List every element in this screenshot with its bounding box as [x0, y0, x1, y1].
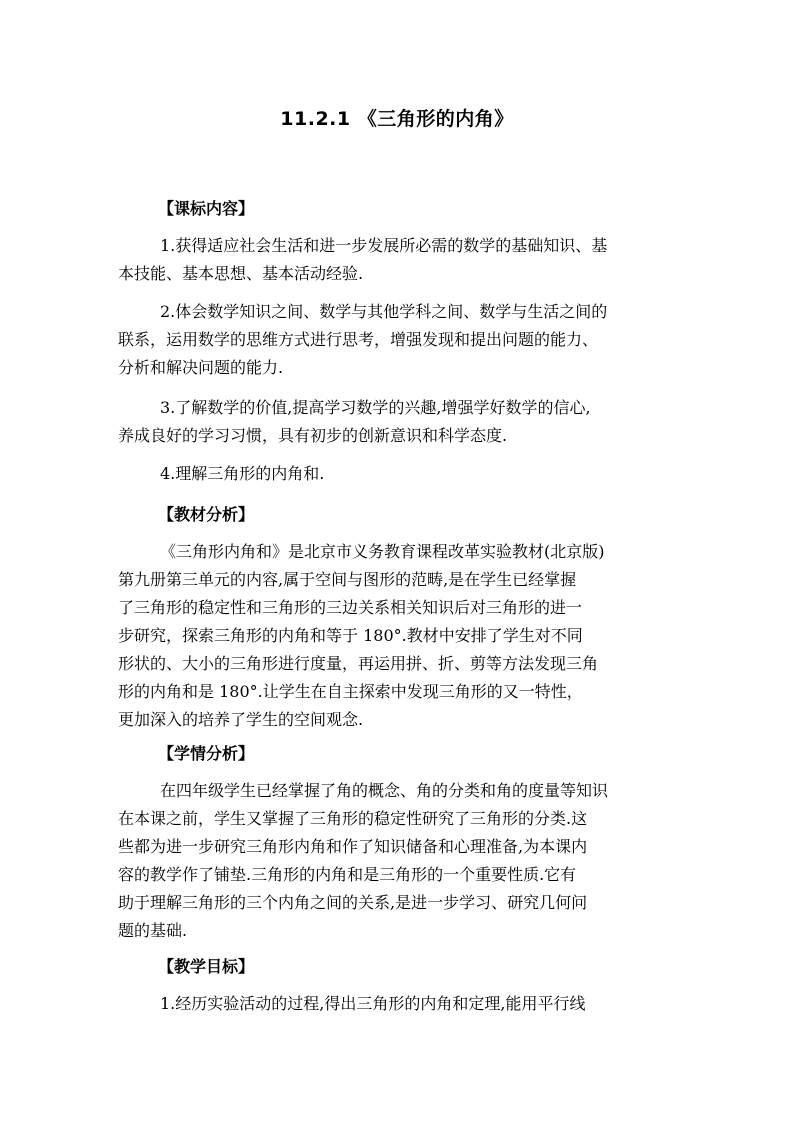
text-line: 1.经历实验活动的过程,得出三角形的内角和定理,能用平行线	[160, 994, 586, 1013]
text-line: 更加深入的培养了学生的空间观念.	[118, 710, 364, 729]
text-line: 题的基础.	[118, 921, 188, 940]
paragraph	[118, 298, 682, 382]
text-line: 联系，运用数学的思维方式进行思考，增强发现和提出问题的能力、	[118, 330, 599, 349]
paragraph	[118, 538, 682, 734]
paragraph	[118, 394, 682, 450]
text-line: 步研究，探索三角形的内角和等于 180°.教材中安排了学生对不同	[118, 626, 583, 645]
text-line: 形状的、大小的三角形进行度量，再运用拼、折、剪等方法发现三角	[118, 654, 599, 673]
text-line: 些都为进一步研究三角形内角和作了知识储备和心理准备,为本课内	[118, 837, 588, 856]
paragraph	[118, 990, 682, 1018]
page-title: 11.2.1 《三角形的内角》	[280, 108, 514, 130]
text-line: 在本课之前，学生又掌握了三角形的稳定性研究了三角形的分类.这	[118, 809, 588, 828]
text-line: 了三角形的稳定性和三角形的三边关系相关知识后对三角形的进一	[118, 598, 583, 617]
text-line: 《三角形内角和》是北京市义务教育课程改革实验教材(北京版)	[160, 542, 605, 561]
paragraph	[118, 460, 682, 488]
text-line: 2.体会数学知识之间、数学与其他学科之间、数学与生活之间的	[160, 302, 608, 321]
text-line: 分析和解决问题的能力.	[118, 358, 284, 377]
text-line: 在四年级学生已经掌握了角的概念、角的分类和角的度量等知识	[160, 781, 609, 800]
section-heading-student-analysis: 【学情分析】	[158, 744, 255, 763]
text-line: 本技能、基本思想、基本活动经验.	[118, 264, 364, 283]
text-line: 助于理解三角形的三个内角之间的关系,是进一步学习、研究几何问	[118, 893, 588, 912]
section-heading-standards: 【课标内容】	[158, 199, 255, 218]
text-line: 形的内角和是 180°.让学生在自主探索中发现三角形的又一特性，	[118, 682, 583, 701]
section-heading-textbook-analysis: 【教材分析】	[158, 505, 255, 524]
paragraph	[118, 777, 682, 945]
text-line: 容的教学作了铺垫.三角形的内角和是三角形的一个重要性质.它有	[118, 865, 577, 884]
text-line: 3.了解数学的价值,提高学习数学的兴趣,增强学好数学的信心,	[160, 398, 591, 417]
text-line: 4.理解三角形的内角和.	[160, 464, 325, 483]
paragraph	[118, 232, 682, 288]
text-line: 养成良好的学习习惯，具有初步的创新意识和科学态度.	[118, 426, 508, 445]
text-line: 1.获得适应社会生活和进一步发展所必需的数学的基础知识、基	[160, 236, 608, 255]
text-line: 第九册第三单元的内容,属于空间与图形的范畴,是在学生已经掌握	[118, 570, 577, 589]
section-heading-teaching-goals: 【教学目标】	[158, 957, 255, 976]
